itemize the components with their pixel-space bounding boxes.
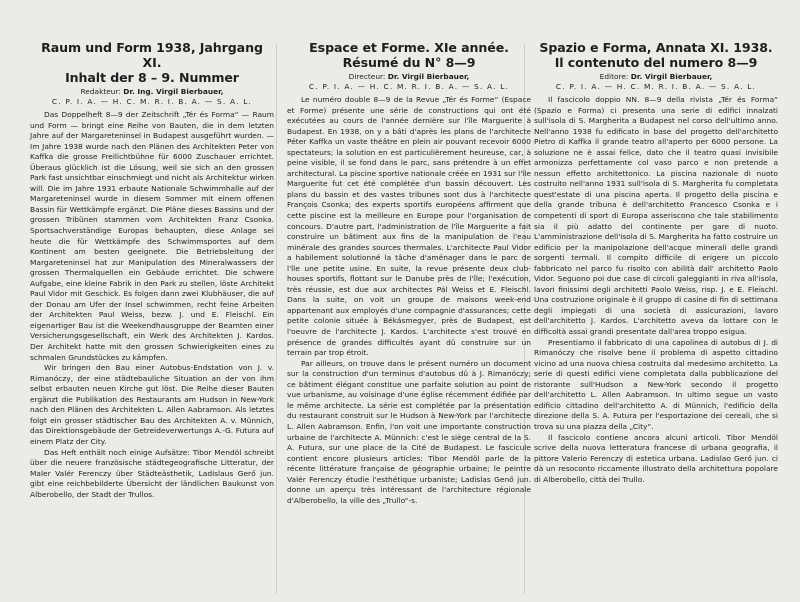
editor-label: Editore:	[599, 72, 629, 81]
paragraph: Das Doppelheft 8—9 der Zeitschrift „Tér és Forma“ — Raum und Form — bringt eine Reihe von Bauten, die in dem letzten Jahre auf der Margareteninsel in Budapest ausgeführt wurden. — Im Jahre 1938 wurde nach den Plänen des Architekten Peter von Kaffka die grosse Freilichtbühne für 6000 Zuschauer errichtet. Überaus glücklich ist die Lösung, weil sie sich an den grossen Park fast unsichtbar einschmiegt und nicht als Architektur wirken will. Die im Jahre 1931 erbaute Nationale Schwimmhalle auf der Margareteninsel wurde in diesem Sommer mit einem offenen Bassin für Wettkämpfe ergänzt. Die Pläne dieses Bassins und der grossen Tribünen stammen vom Architekten Franz Csonka. Sportsachverständige Europas behaupten, diese Anlage sei heute die für Wettkämpfe des Schwimmsportes auf dem Kontinent am besten geeignete. Die Betriebsleitung der Margareteninsel hat zur Manipulation des Mineralwassers der grossen Thermalquellen ein Gebäude errichtet. Die schwere Aufgabe, eine kleine Fabrik in den Park zu stellen, löste Architekt Paul Vidor mit Geschick. Es folgen dann zwei Klubhäuser, die auf der Donau am Ufer der Insel schwimmen, recht feine Arbeiten der Architekten Paul Weiss, bezw. J. und E. Fleischl. Ein eigenartiger Bau ist die Weekendhausgruppe der Beamten einer Versicherungsgesellschaft, ein Werk des Architekten J. Kardos. Der Architekt hatte mit den grossen Schwierigkeiten eines zu schmalen Grundstückes zu kämpfen.	[30, 110, 274, 362]
french-title	[287, 40, 531, 70]
italian-affiliations: C. P. I. A. — H. C. M. R. I. B. A. — S. A. L.	[555, 82, 757, 91]
german-title	[30, 40, 274, 85]
french-title-line2: Résumé du N° 8—9	[342, 55, 476, 70]
paragraph: Il fascicolo contiene ancora alcuni articoli. Tibor Mendöl scrive della nuova letteratura francese di urbana geografia, il pittore Valerio Ferenczy di estetica urbana. Ladislao Gerő jun. ci dà un resoconto riccamente illustrato della architettura popolare di Alberobello, città dei Trullo.	[534, 432, 778, 484]
german-body	[30, 110, 274, 500]
italian-title-line1: Spazio e Forma, Annata XI. 1938.	[539, 40, 773, 55]
french-affiliations: C. P. I. A. — H. C. M. R. I. B. A. — S. A. L.	[308, 82, 510, 91]
german-title-line2: Inhalt der 8 – 9. Nummer	[65, 70, 239, 85]
paragraph: Le numéro double 8—9 de la Revue „Tér és Forme“ (Espace et Forme) présente une série de constructions qui ont été exécutées au cours de l'année dernière sur l'île Marguerite à Budapest. En 1938, on y a bâti d'après les plans de l'architecte Péter Kaffka un vaste théâtre en plein air pouvant recevoir 6000 spectateurs; la solution en est particulièrement heureuse, car, à peine visible, il se fond dans le parc, sans prétendre à un effet architectural. La piscine sportive nationale créée en 1931 sur l'île Marguerite fut cet été complétée d'un bassin découvert. Les plans du bassin et des vastes tribunes sont dus à l'architecte François Csonka; des experts sportifs européens affirment que cette piscine est la meilleure en Europe pour l'organisation de concours. D'autre part, l'administration de l'île Marguerite a fait construire un bâtiment aux fins de la manipulation de l'eau minérale des grandes sources thermales. L'architecte Paul Vidor a habilement solutionné la tâche d'aménager dans le parc de l'île une petite usine. En suite, la revue présente deux club-houses sportifs, flottant sur le Danube près de l'île; l'exécution, très réussie, est due aux architectes Pál Weiss et E. Fleischl. Dans la suite, on voit un groupe de maisons week-end appartenant aux employés d'une compagnie d'assurances; cette petite colonie située à Békásmegyer, près de Budapest, est l'oeuvre de l'architecte J. Kardos. L'architecte s'est trouvé en présence de grandes difficultés ayant dû construire sur un terrain par trop étroit.	[287, 95, 531, 358]
french-editor	[287, 72, 531, 82]
column-divider	[276, 44, 277, 594]
french-body	[287, 95, 531, 506]
editor-name: Dr. Ing. Virgil Bierbauer,	[123, 87, 224, 96]
german-editor	[30, 87, 274, 97]
italian-editor	[534, 72, 778, 82]
german-column	[30, 40, 274, 500]
german-title-line1: Raum und Form 1938, Jahrgang XI.	[41, 40, 263, 70]
editor-name: Dr. Virgil Bierbauer,	[387, 72, 470, 81]
french-column	[287, 40, 531, 506]
editor-label: Redakteur:	[80, 87, 121, 96]
editor-label: Directeur:	[348, 72, 386, 81]
italian-title	[534, 40, 778, 70]
paragraph: Presentiamo il fabbricato di una capolinea di autobus di J. di Rimanóczy che risolve bene il problema di aspetto cittadino vicino ad una nuova chiesa costruita dal medesimo architetto. La serie di questi edifici viene completata dalla pubblicazione del ristorante sull'Hudson a New-York secondo il progetto dell'architetto L. Allen Aabramson. In ultimo segue un vasto edificio cittadino dell'architetto A. di Münnich, l'edificio della direzione della S. A. Futura per l'esportazione dei cereali, che si trova su una piazza della „City“.	[534, 337, 778, 431]
german-affiliations: C. P. I. A. — H. C. M. R. I. B. A. — S. A. L.	[51, 97, 253, 106]
paragraph: Wir bringen den Bau einer Autobus-Endstation von J. v. Rimanóczy, der eine städtebauliche Situation an der von ihm selbst erbauten neuen Kirche gut löst. Die Reihe dieser Bauten ergänzt die Publikation des Restaurants am Hudson in New-York nach den Plänen des Architekten L. Allen Aabramson. Als letztes folgt ein grosser städtischer Bau des Architekten A. v. Münnich, das Direktionsgebäude der Getreideverwertungs A.-G. Futura auf einem Platz der City.	[30, 363, 274, 446]
editor-name: Dr. Virgil Bierbauer,	[630, 72, 713, 81]
paragraph: Das Heft enthält noch einige Aufsätze: Tibor Mendöl schreibt über die neuere französische städtegeografische Litteratur, der Maler Valér Ferenczy über Städteästhetik, Ladislaus Gerő jun. gibt eine reichbebilderte Übersicht der ländlichen Baukunst von Alberobello, der Stadt der Trullos.	[30, 447, 274, 499]
french-title-line1: Espace et Forme. XIe année.	[309, 40, 509, 55]
paragraph: Il fascicolo doppio NN. 8—9 della rivista „Tér és Forma“ (Spazio e Forma) ci presenta una serie di edifici innalzati sull'isola di S. Margherita a Budapest nel corso dell'ultimo anno. Nell'anno 1938 fu edificato in base del progetto dell'architetto Pietro di Kaffka il grande teatro all'aperto per 6000 persone. La soluzione ne è assai felice, dato che il teatro quasi invisibile armonizza perfettamente col vaso parco e non pretende a nessun effetto architettonico. La piscina nazionale di nuoto costruito nell'anno 1931 sull'isola di S. Margherita fu completata quest'estate di una piscina aperta. Il progetto della piscina e della grande tribuna è dell'architetto Francesco Csonka e i competenti di sport di Europa asseriscono che tale stabilimento sia il più adatto del continente per gare di nuoto. L'amministrazione dell'isola di S. Margherita ha fatto costruire un edificio per la manipolazione dell'acque minerali delle grandi sorgenti termali. Il compito difficile di erigere un piccolo fabbricato nel parco fu risolto con abilità dall' architetto Paolo Vidor. Seguono poi due case di circoli galeggianti in riva all'isola, lavori finissimi degli architetti Paolo Weiss, risp. J. e E. Fleischl. Una costruzione originale è il gruppo di casine di fin di settimana degli impiegati di una società di assicurazioni, lavoro dell'architetto J. Kardos. L'architetto aveva da lottare con le difficoltà assai grandi presentate dall'area troppo esigua.	[534, 95, 778, 337]
italian-column	[534, 40, 778, 485]
italian-body	[534, 95, 778, 485]
paragraph: Par ailleurs, on trouve dans le présent numéro un document sur la construction d'un terminus d'autobus dû à J. Rimanóczy; ce bâtiment élégant constitue une parfaite solution au point de vue urbanisme, au voisinage d'une église récemment édifiée par le même architecte. La série est complétée par la présentation du restaurant construit sur le Hudson à New-York par l'architecte L. Allen Aabramson. Enfin, l'on voit une importante construction urbaine de l'architecte A. Münnich: c'est le siège central de la S. A. Futura, sur une place de la Cité de Budapest. Le fascicule contient encore plusieurs articles: Tibor Mendöl parle de la récente littérature française de géographie urbaine; le peintre Valér Ferenczy étudie l'esthétique urbaniste; Ladislas Genő jun. donne un aperçu très intéressant de l'architecture régionale d'Alberobello, la ville des „Trullo“-s.	[287, 358, 531, 505]
italian-title-line2: Il contenuto del numero 8—9	[554, 55, 758, 70]
